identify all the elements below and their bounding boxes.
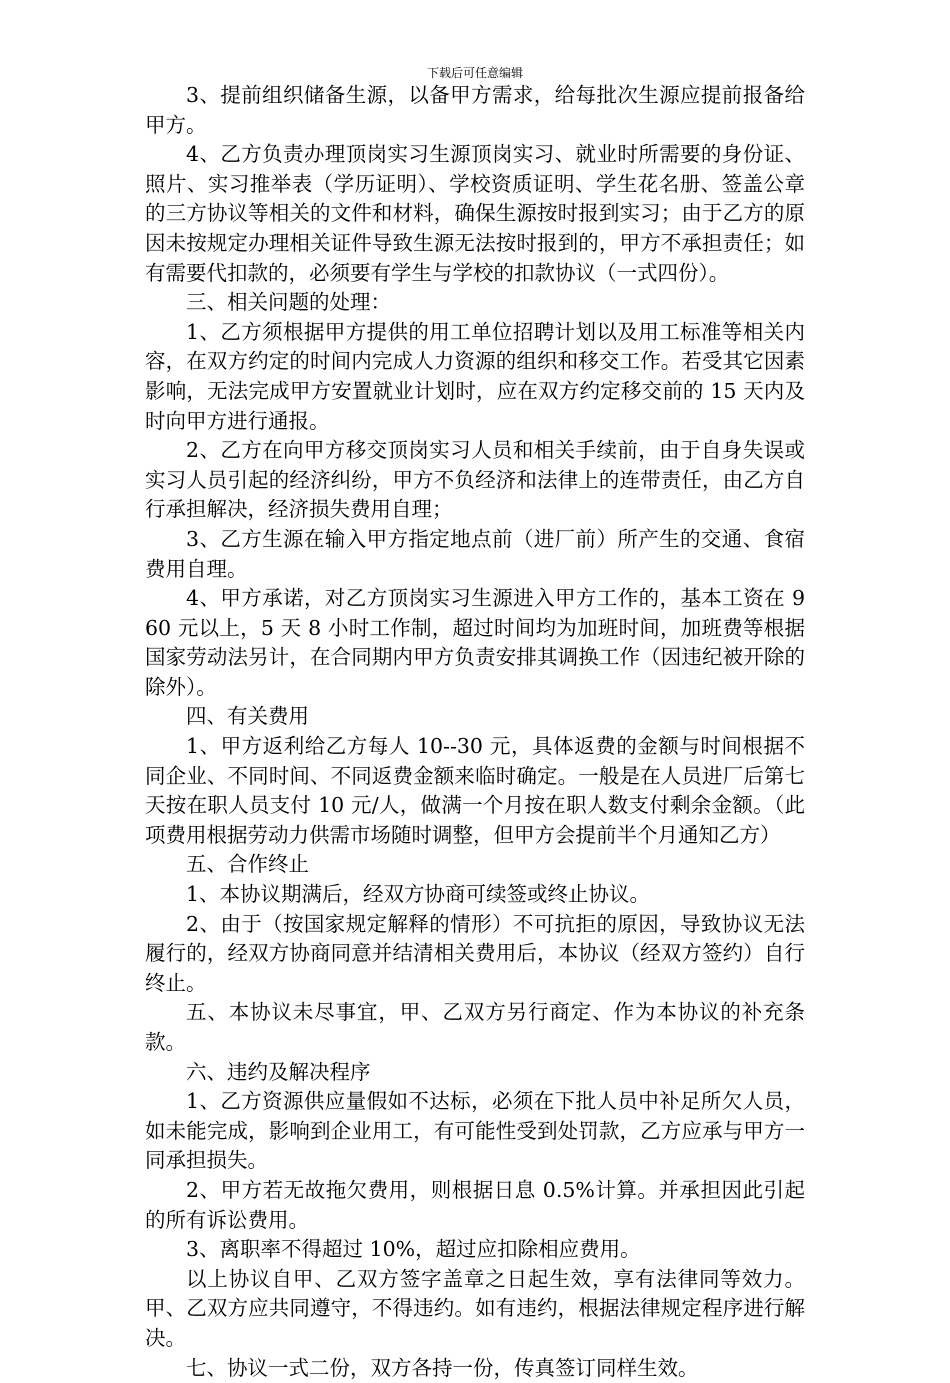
paragraph: 4、甲方承诺，对乙方顶岗实习生源进入甲方工作的，基本工资在 960 元以上，5 天 8 小时工作制，超过时间均为加班时间，加班费等根据国家劳动法另计，在合同期内甲方负责安排其调换工作（因违纪被开除的除外）。 (145, 586, 805, 699)
document-body (145, 81, 805, 1383)
paragraph: 1、本协议期满后，经双方协商可续签或终止协议。 (186, 882, 651, 907)
paragraph: 2、乙方在向甲方移交顶岗实习人员和相关手续前，由于自身失误或实习人员引起的经济纠纷，甲方不负经济和法律上的连带责任，由乙方自行承担解决，经济损失费用自理； (145, 438, 805, 522)
paragraph: 五、本协议未尽事宜，甲、乙双方另行商定、作为本协议的补充条款。 (145, 1000, 805, 1054)
paragraph: 3、离职率不得超过 10%，超过应扣除相应费用。 (186, 1237, 641, 1262)
section-heading: 五、合作终止 (186, 852, 309, 877)
page-header-note: 下载后可任意编辑 (426, 66, 523, 80)
paragraph: 1、乙方须根据甲方提供的用工单位招聘计划以及用工标准等相关内容，在双方约定的时间内完成人力资源的组织和移交工作。若受其它因素影响，无法完成甲方安置就业计划时，应在双方约定移交前的 15 天内及时向甲方进行通报。 (145, 319, 805, 433)
paragraph: 2、由于（按国家规定解释的情形）不可抗拒的原因，导致协议无法履行的，经双方协商同意并结清相关费用后，本协议（经双方签约）自行终止。 (145, 911, 805, 995)
paragraph: 3、提前组织储备生源，以备甲方需求，给每批次生源应提前报备给甲方。 (145, 83, 805, 137)
paragraph: 4、乙方负责办理顶岗实习生源顶岗实习、就业时所需要的身份证、照片、实习推举表（学历证明）、学校资质证明、学生花名册、签盖公章的三方协议等相关的文件和材料，确保生源按时报到实习；由于乙方的原因未按规定办理相关证件导致生源无法按时报到的，甲方不承担责任；如有需要代扣款的，必须要有学生与学校的扣款协议（一式四份）。 (145, 142, 805, 285)
paragraph: 3、乙方生源在输入甲方指定地点前（进厂前）所产生的交通、食宿费用自理。 (145, 526, 805, 581)
paragraph: 以上协议自甲、乙双方签字盖章之日起生效，享有法律同等效力。甲、乙双方应共同遵守，不得违约。如有违约，根据法律规定程序进行解决。 (145, 1266, 805, 1350)
paragraph: 2、甲方若无故拖欠费用，则根据日息 0.5%计算。并承担因此引起的所有诉讼费用。 (145, 1177, 805, 1232)
paragraph: 七、协议一式二份，双方各持一份，传真签订同样生效。 (186, 1355, 699, 1380)
paragraph: 1、乙方资源供应量假如不达标，必须在下批人员中补足所欠人员，如未能完成，影响到企业用工，有可能性受到处罚款，乙方应承与甲方一同承担损失。 (145, 1089, 805, 1173)
section-heading: 六、违约及解决程序 (186, 1059, 371, 1084)
paragraph: 1、甲方返利给乙方每人 10--30 元，具体返费的金额与时间根据不同企业、不同时间、不同返费金额来临时确定。一般是在人员进厂后第七天按在职人员支付 10 元/人，做满一个月按在职人数支付剩余金额。（此项费用根据劳动力供需市场随时调整，但甲方会提前半个月通知乙方） (145, 734, 805, 847)
section-heading: 三、相关问题的处理： (186, 290, 391, 315)
section-heading: 四、有关费用 (186, 704, 309, 729)
